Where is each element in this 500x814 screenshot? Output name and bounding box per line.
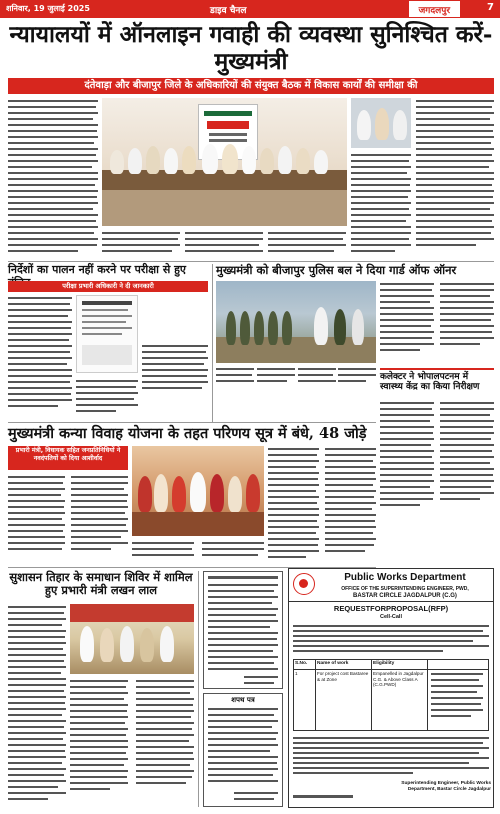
story2-headline: निर्देशों का पालन नहीं करने पर परीक्षा से हुए bbox=[8, 263, 187, 276]
story2-body-3 bbox=[76, 378, 138, 418]
story5-body-3 bbox=[132, 540, 264, 564]
paper-name: डाइव चैनल bbox=[210, 6, 247, 16]
row-name: For project cost Bastaree & at Zone bbox=[316, 670, 372, 730]
lead-body-col-1 bbox=[8, 98, 98, 258]
public-notice bbox=[203, 571, 283, 689]
emblem-icon bbox=[293, 573, 315, 595]
story4-headline: कलेक्टर ने भोपालपटनम में स्वास्थ्य केंद्र का किया निरीक्षण bbox=[380, 372, 480, 393]
story6-headline: सुशासन तिहार के समाधान शिविर में शामिल हुए प्रभारी मंत्री लखन लाल bbox=[9, 570, 193, 598]
tender-intro-lines bbox=[291, 623, 491, 657]
text-lines bbox=[416, 98, 494, 258]
lead-headline: न्यायालयों में ऑनलाइन गवाही की व्यवस्था सुनिश्चित करें- मुख्यमंत्री bbox=[9, 21, 493, 75]
lead-body-col-2 bbox=[102, 230, 347, 258]
exam-document-image bbox=[76, 295, 138, 373]
tender-signature: Superintending Engineer, Public Works Department, Bastar Circle Jagdalpur bbox=[401, 781, 491, 792]
text-lines bbox=[380, 281, 494, 363]
text-lines bbox=[8, 98, 98, 258]
lead-body-col-3 bbox=[351, 152, 411, 258]
section-rule bbox=[380, 368, 494, 370]
row-eligibility: Empanelled in Jagdalpur C.G. & Above Class A (C.G.PWD) bbox=[372, 670, 428, 730]
story2-body bbox=[8, 295, 72, 417]
col-sno: S.No. bbox=[294, 660, 316, 669]
guard-of-honour-photo bbox=[216, 281, 376, 363]
page-number: 7 bbox=[487, 2, 494, 13]
issue-date: शनिवार, 19 जुलाई 2025 bbox=[6, 4, 90, 13]
story2-strap: परीक्षा प्रभारी अधिकारी ने दी जानकारी bbox=[8, 281, 208, 292]
column-rule bbox=[212, 264, 213, 422]
story5-strap: प्रभारी मंत्री, विधायक सहित जनप्रतिनिधियों ने नवदंपतियों को दिया आशीर्वाद bbox=[8, 446, 128, 470]
edition-city: जगदलपुर bbox=[409, 1, 460, 17]
tender-terms-lines bbox=[291, 735, 491, 779]
tender-table: S.No. Name of work Eligibility 1 For project cost Bastaree & at Zone Empanelled in Jagdalpur C.G. & Above Class A (C.G.PWD) bbox=[293, 659, 489, 731]
text-lines bbox=[380, 400, 494, 520]
notice-text-lines bbox=[204, 572, 282, 688]
story3-body bbox=[380, 281, 494, 363]
story5-body-2 bbox=[268, 446, 376, 564]
story6-body bbox=[8, 604, 66, 804]
tender-detail-lines bbox=[429, 671, 485, 727]
text-lines bbox=[351, 152, 411, 258]
story2-body-2 bbox=[142, 295, 208, 417]
text-lines bbox=[8, 295, 72, 417]
column-rule bbox=[198, 571, 199, 807]
story5-body bbox=[8, 474, 128, 564]
divider bbox=[8, 261, 494, 262]
notice-text-lines bbox=[204, 706, 282, 806]
text-lines bbox=[216, 366, 376, 384]
tender-rfp: REQUESTFORPROPOSAL(RFP) bbox=[333, 604, 449, 613]
col-eligibility: Eligibility bbox=[372, 660, 428, 669]
lead-body-col-4 bbox=[416, 98, 494, 258]
camp-photo bbox=[70, 604, 194, 674]
divider bbox=[8, 422, 376, 423]
lead-strap: दंतेवाड़ा और बीजापुर जिले के अधिकारियों की संयुक्त बैठक में विकास कार्यों की समीक्षा की bbox=[8, 78, 494, 94]
tender-title: Public Works Department bbox=[344, 572, 466, 583]
text-lines bbox=[70, 678, 194, 804]
text-lines bbox=[268, 446, 376, 564]
col-name: Name of work bbox=[316, 660, 372, 669]
affidavit-title: शपथ पत्र bbox=[231, 696, 255, 704]
lead-photo bbox=[102, 98, 347, 226]
affidavit-notice bbox=[203, 693, 283, 807]
story3-body-2 bbox=[216, 366, 376, 384]
text-lines bbox=[102, 230, 347, 258]
tender-cell: Cell-Call bbox=[379, 614, 402, 620]
text-lines bbox=[132, 540, 264, 564]
story5-headline: मुख्यमंत्री कन्या विवाह योजना के तहत परिणय सूत्र में बंधे, 48 जोड़े bbox=[8, 425, 367, 442]
side-photo bbox=[351, 98, 411, 148]
story6-body-2 bbox=[70, 678, 194, 804]
tender-circle: BASTAR CIRCLE JAGDALPUR (C.G) bbox=[353, 593, 457, 599]
text-lines bbox=[8, 604, 66, 804]
text-lines bbox=[8, 474, 128, 564]
story3-headline: मुख्यमंत्री को बीजापुर पुलिस बल ने दिया गार्ड ऑफ ऑनर bbox=[216, 263, 457, 277]
wedding-ceremony-photo bbox=[132, 446, 264, 536]
text-lines bbox=[76, 378, 138, 418]
text-lines bbox=[142, 295, 208, 417]
story4-body bbox=[380, 400, 494, 520]
pwd-tender-ad bbox=[288, 568, 494, 808]
tender-office: OFFICE OF THE SUPERINTENDING ENGINEER, PWD, bbox=[341, 586, 469, 592]
masthead-bar bbox=[0, 0, 500, 18]
